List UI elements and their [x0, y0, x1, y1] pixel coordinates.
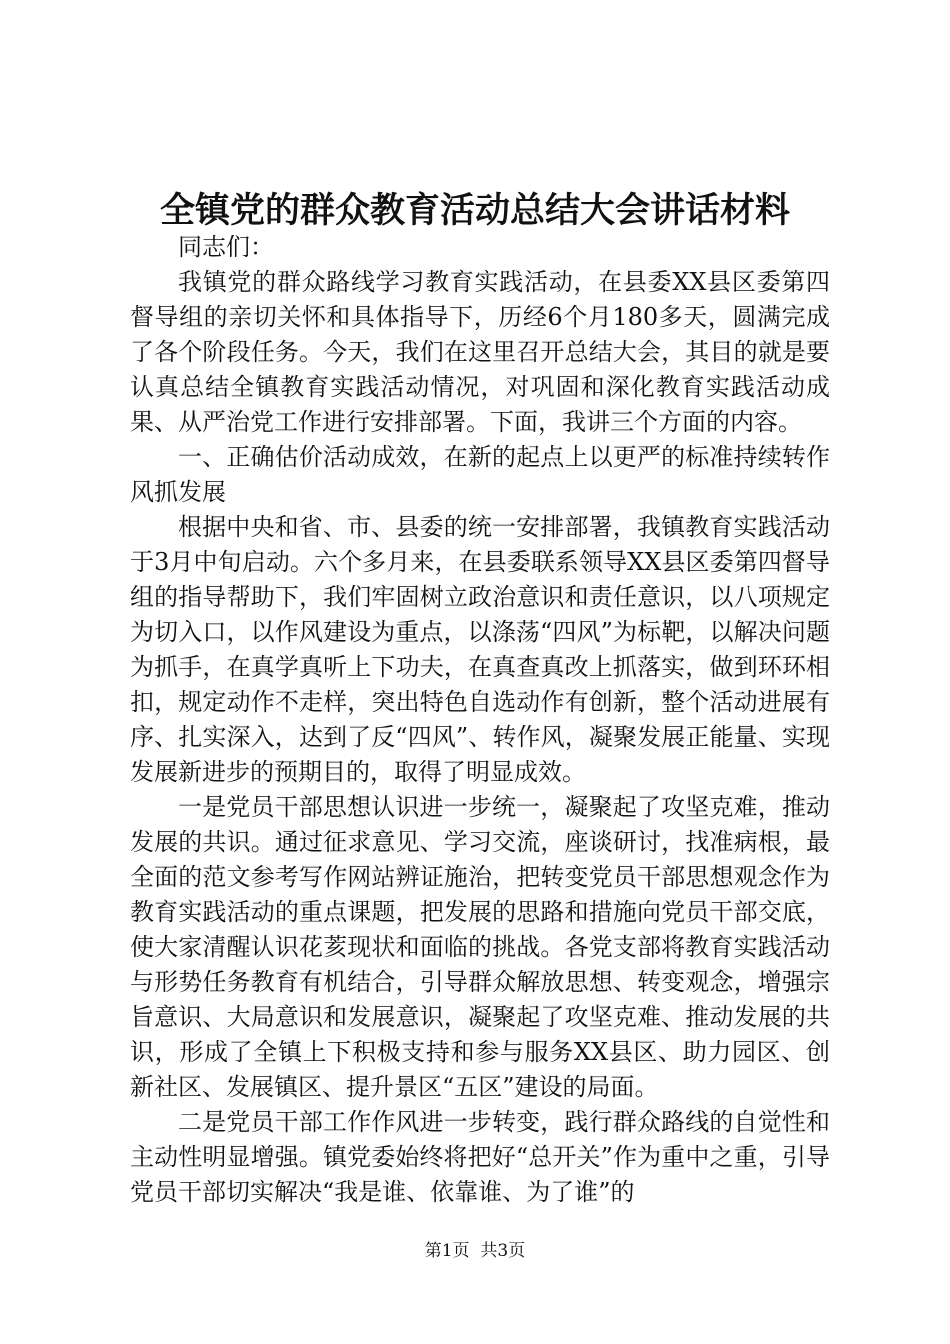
intro-paragraph: 我镇党的群众路线学习教育实践活动，在县委XX县区委第四督导组的亲切关怀和具体指导下，历经6个月180多天，圆满完成了各个阶段任务。今天，我们在这里召开总结大会，其目的就是要认真总结全镇教育实践活动情况，对巩固和深化教育实践活动成果、从严治党工作进行安排部署。下面，我讲三个方面的内容。: [130, 268, 830, 436]
salutation-paragraph: 同志们：: [178, 233, 274, 261]
document-body: [130, 230, 830, 1210]
body-paragraph: 二是党员干部工作作风进一步转变，践行群众路线的自觉性和主动性明显增强。镇党委始终将把好“总开关”作为重中之重，引导党员干部切实解决“我是谁、依靠谁、为了谁”的: [130, 1108, 830, 1206]
body-paragraph: 根据中央和省、市、县委的统一安排部署，我镇教育实践活动于3月中旬启动。六个多月来，在县委联系领导XX县区委第四督导组的指导帮助下，我们牢固树立政治意识和责任意识，以八项规定为切入口，以作风建设为重点，以涤荡“四风”为标靶，以解决问题为抓手，在真学真听上下功夫，在真查真改上抓落实，做到环环相扣，规定动作不走样，突出特色自选动作有创新，整个活动进展有序、扎实深入，达到了反“四风”、转作风，凝聚发展正能量、实现发展新进步的预期目的，取得了明显成效。: [130, 513, 830, 786]
section-heading-paragraph: 一、正确估价活动成效，在新的起点上以更严的标准持续转作风抓发展: [130, 443, 830, 506]
document-title: 全镇党的群众教育活动总结大会讲话材料: [159, 190, 790, 231]
page-footer: 第1页 共3页: [424, 1241, 526, 1261]
body-paragraph: 一是党员干部思想认识进一步统一，凝聚起了攻坚克难，推动发展的共识。通过征求意见、学习交流，座谈研讨，找准病根，最全面的范文参考写作网站辨证施治，把转变党员干部思想观念作为教育实践活动的重点课题，把发展的思路和措施向党员干部交底，使大家清醒认识花荄现状和面临的挑战。各党支部将教育实践活动与形势任务教育有机结合，引导群众解放思想、转变观念，增强宗旨意识、大局意识和发展意识，凝聚起了攻坚克难、推动发展的共识，形成了全镇上下积极支持和参与服务XX县区、助力园区、创新社区、发展镇区、提升景区“五区”建设的局面。: [130, 793, 830, 1101]
